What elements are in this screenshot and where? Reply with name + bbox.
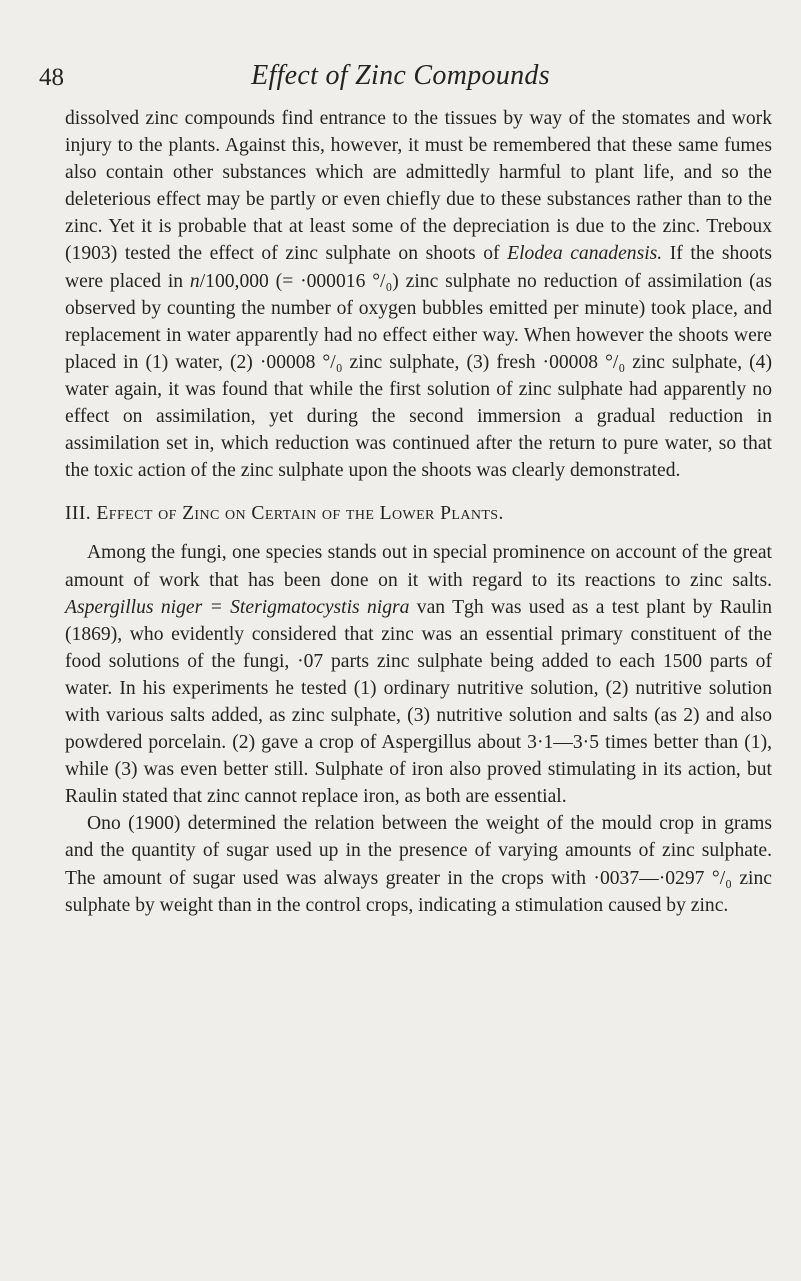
normality-symbol: n [189,270,200,292]
section-title: Effect of Zinc on Certain of the Lower Plants. [96,503,504,525]
page-header [0,60,801,98]
page-number: 48 [39,64,64,91]
text-run: /100,000 (= ·000016 °/₀) zinc sulphate no reduction of assimilation (as observed by counting the number of oxygen bubbles emitted per minute) took place, and replacement in water apparently had no effect either way. When however the shoots were placed in (1) water, (2) ·00008 °/₀ zinc sulphate, (3) fresh ·00008 °/₀ zinc sulphate, (4) water again, it was found that while the first solution of zinc sulphate had apparently no effect on assimilation, yet during the second immersion a gradual reduction in assimilation set in, which reduction was continued after the return to pure water, so that the toxic action of the zinc sulphate upon the shoots was clearly demonstrated. [65,270,772,482]
species-name: Elodea canadensis. [507,243,663,265]
species-name: Aspergillus niger = Sterigmatocystis nigra [65,596,410,618]
text-run: If the shoots were placed in [65,243,772,292]
text-run: dissolved zinc compounds find entrance to the tissues by way of the stomates and work injury to the plants. Against this, however, it must be remembered that these same fumes also contain other substances which are admittedly harmful to plant life, and so the deleterious effect may be partly or even chiefly due to these substances rather than to the zinc. Yet it is probable that at least some of the depreciation is due to the zinc. Treboux (1903) tested the effect of zinc sulphate on shoots of [65,108,772,265]
paragraph [65,105,772,484]
body-text [65,105,772,919]
section-heading [65,500,772,527]
running-title: Effect of Zinc Compounds [251,60,550,91]
text-run: Among the fungi, one species stands out in special prominence on account of the great amount of work that has been done on it with regard to its reactions to zinc salts. [65,542,772,591]
paragraph [65,539,772,810]
text-run: van Tgh was used as a test plant by Raulin (1869), who evidently considered that zinc was an essential primary constituent of the food solutions of the fungi, ·07 parts zinc sulphate being added to each 1500 parts of water. In his experiments he tested (1) ordinary nutritive solution, (2) nutritive solution with various salts added, as zinc sulphate, (3) nutritive solution and salts (as 2) and also powdered porcelain. (2) gave a crop of Aspergillus about 3·1—3·5 times better than (1), while (3) was even better still. Sulphate of iron also proved stimulating in its action, but Raulin stated that zinc cannot replace iron, as both are essential. [65,596,772,808]
section-numeral: III. [65,503,92,525]
paragraph: Ono (1900) determined the relation between the weight of the mould crop in grams and the quantity of sugar used up in the presence of varying amounts of zinc sulphate. The amount of sugar used was always greater in the crops with ·0037—·0297 °/₀ zinc sulphate by weight than in the control crops, indicating a stimulation caused by zinc. [65,813,772,916]
